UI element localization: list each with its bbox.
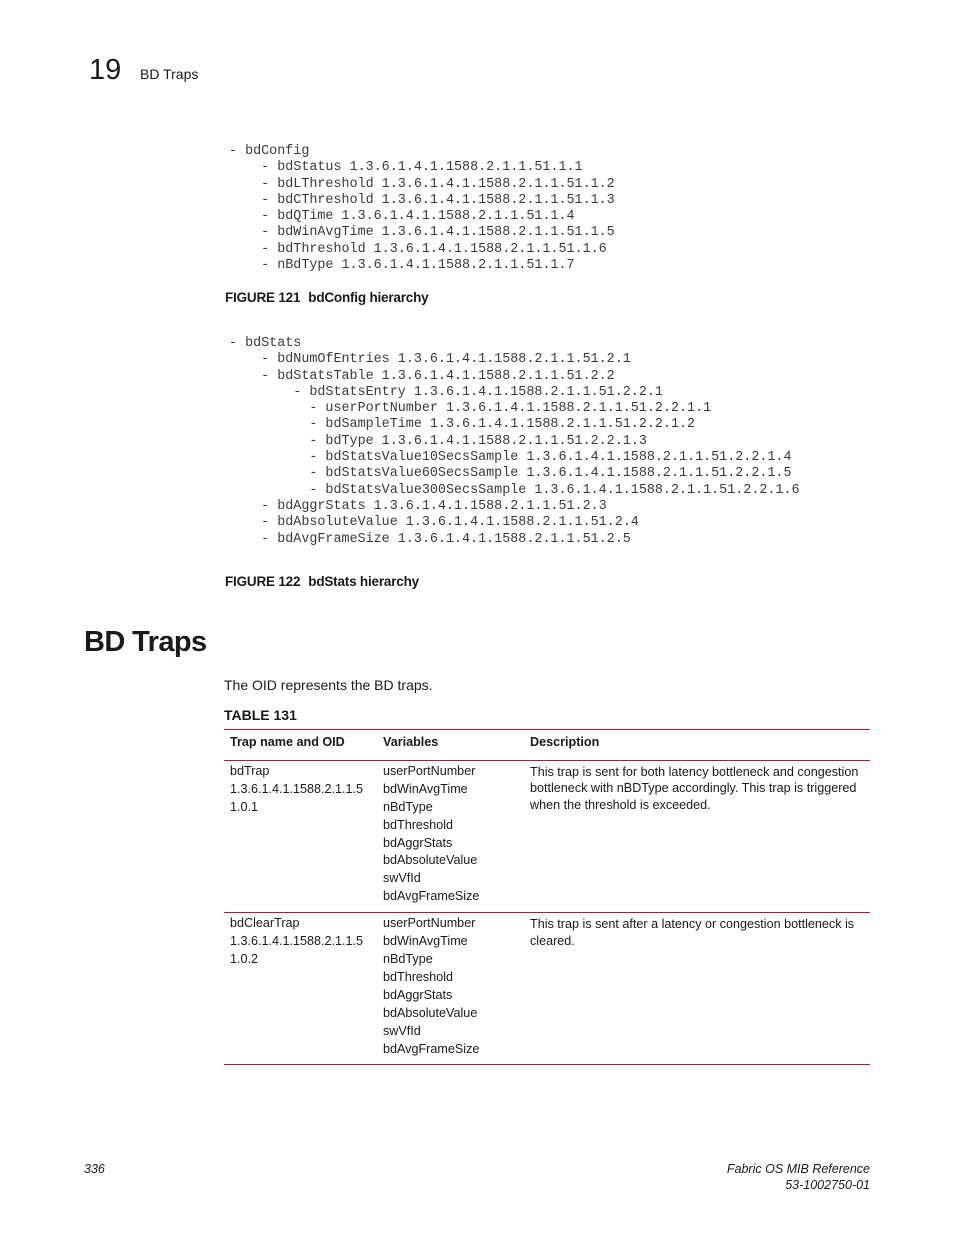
code-line: - bdQTime 1.3.6.1.4.1.1588.2.1.1.51.1.4 bbox=[229, 209, 575, 225]
variables-cell bbox=[377, 760, 524, 912]
code-line: - bdConfig bbox=[229, 144, 310, 159]
variable: userPortNumber bbox=[383, 916, 476, 931]
column-header: Variables bbox=[377, 730, 524, 761]
column-header: Description bbox=[524, 730, 870, 761]
code-line: - bdStatsValue300SecsSample 1.3.6.1.4.1.1588.2.1.1.51.2.2.1.6 bbox=[229, 482, 800, 498]
code-line: - bdStats bbox=[229, 336, 302, 351]
figure-121-caption bbox=[225, 289, 428, 307]
table-header-row bbox=[224, 730, 870, 761]
trap-name-cell bbox=[224, 913, 377, 1065]
variable: userPortNumber bbox=[383, 763, 476, 778]
variable: bdAvgFrameSize bbox=[383, 1041, 480, 1056]
page-number: 336 bbox=[84, 1162, 105, 1176]
variable: bdWinAvgTime bbox=[383, 781, 468, 796]
code-line: - bdAggrStats 1.3.6.1.4.1.1588.2.1.1.51.2.3 bbox=[229, 498, 607, 514]
variable: swVfId bbox=[383, 871, 421, 886]
variable: bdThreshold bbox=[383, 817, 454, 832]
trap-oid-line: 1.0.2 bbox=[230, 951, 259, 966]
figure-label: FIGURE 121 bbox=[225, 290, 301, 305]
figure-title: bdStats hierarchy bbox=[308, 574, 419, 589]
variable: bdThreshold bbox=[383, 969, 454, 984]
code-line: - bdStatsValue60SecsSample 1.3.6.1.4.1.1588.2.1.1.51.2.2.1.5 bbox=[229, 466, 792, 482]
bdstats-hierarchy-code bbox=[229, 336, 800, 548]
code-line: - bdAvgFrameSize 1.3.6.1.4.1.1588.2.1.1.51.2.5 bbox=[229, 531, 631, 547]
intro-paragraph: The OID represents the BD traps. bbox=[224, 677, 433, 693]
trap-name: bdTrap bbox=[230, 763, 270, 778]
code-line: - bdType 1.3.6.1.4.1.1588.2.1.1.51.2.2.1.3 bbox=[229, 433, 647, 449]
code-line: - bdLThreshold 1.3.6.1.4.1.1588.2.1.1.51.1.2 bbox=[229, 176, 615, 192]
variable: swVfId bbox=[383, 1023, 421, 1038]
variable: bdAbsoluteValue bbox=[383, 1005, 478, 1020]
variable: bdWinAvgTime bbox=[383, 934, 468, 949]
code-line: - bdSampleTime 1.3.6.1.4.1.1588.2.1.1.51.2.2.1.2 bbox=[229, 417, 696, 433]
code-line: - userPortNumber 1.3.6.1.4.1.1588.2.1.1.51.2.2.1.1 bbox=[229, 401, 712, 417]
variable: bdAbsoluteValue bbox=[383, 853, 478, 868]
figure-title: bdConfig hierarchy bbox=[308, 290, 429, 305]
trap-oid-line: 1.3.6.1.4.1.1588.2.1.1.5 bbox=[230, 934, 364, 949]
code-line: - bdCThreshold 1.3.6.1.4.1.1588.2.1.1.51.1.3 bbox=[229, 192, 615, 208]
variables-cell bbox=[377, 913, 524, 1065]
code-line: - bdStatsEntry 1.3.6.1.4.1.1588.2.1.1.51.2.2.1 bbox=[229, 384, 663, 400]
doc-number: 53-1002750-01 bbox=[785, 1178, 870, 1192]
trap-name: bdClearTrap bbox=[230, 916, 300, 931]
bd-traps-table bbox=[224, 729, 870, 1065]
code-line: - nBdType 1.3.6.1.4.1.1588.2.1.1.51.1.7 bbox=[229, 258, 575, 274]
variable: bdAggrStats bbox=[383, 835, 453, 850]
trap-oid-line: 1.3.6.1.4.1.1588.2.1.1.5 bbox=[230, 781, 364, 796]
section-heading: BD Traps bbox=[84, 626, 207, 658]
code-line: - bdNumOfEntries 1.3.6.1.4.1.1588.2.1.1.51.2.1 bbox=[229, 352, 631, 368]
table-label: TABLE 131 bbox=[224, 707, 297, 723]
column-header: Trap name and OID bbox=[224, 730, 377, 761]
footer-doc-info bbox=[727, 1161, 870, 1193]
trap-oid-line: 1.0.1 bbox=[230, 799, 259, 814]
doc-title: Fabric OS MIB Reference bbox=[726, 1162, 870, 1176]
variable: nBdType bbox=[383, 799, 433, 814]
description-cell: This trap is sent for both latency bottleneck and congestion bottleneck with nBDType accordingly. This trap is triggered when the threshold is exceeded. bbox=[524, 760, 870, 912]
code-line: - bdStatus 1.3.6.1.4.1.1588.2.1.1.51.1.1 bbox=[229, 160, 583, 176]
table-row bbox=[224, 913, 870, 1065]
code-line: - bdStatsValue10SecsSample 1.3.6.1.4.1.1588.2.1.1.51.2.2.1.4 bbox=[229, 450, 792, 466]
figure-122-caption bbox=[225, 573, 419, 591]
figure-label: FIGURE 122 bbox=[225, 574, 301, 589]
description-cell: This trap is sent after a latency or congestion bottleneck is cleared. bbox=[524, 913, 870, 1065]
code-line: - bdStatsTable 1.3.6.1.4.1.1588.2.1.1.51.2.2 bbox=[229, 368, 615, 384]
trap-name-cell bbox=[224, 760, 377, 912]
variable: bdAggrStats bbox=[383, 987, 453, 1002]
code-line: - bdThreshold 1.3.6.1.4.1.1588.2.1.1.51.1.6 bbox=[229, 241, 607, 257]
bdconfig-hierarchy-code bbox=[229, 144, 615, 274]
variable: nBdType bbox=[383, 951, 433, 966]
table-row bbox=[224, 760, 870, 912]
variable: bdAvgFrameSize bbox=[383, 889, 480, 904]
code-line: - bdAbsoluteValue 1.3.6.1.4.1.1588.2.1.1.51.2.4 bbox=[229, 515, 639, 531]
chapter-title: BD Traps bbox=[140, 66, 199, 82]
chapter-number: 19 bbox=[89, 54, 122, 86]
code-line: - bdWinAvgTime 1.3.6.1.4.1.1588.2.1.1.51.1.5 bbox=[229, 225, 615, 241]
